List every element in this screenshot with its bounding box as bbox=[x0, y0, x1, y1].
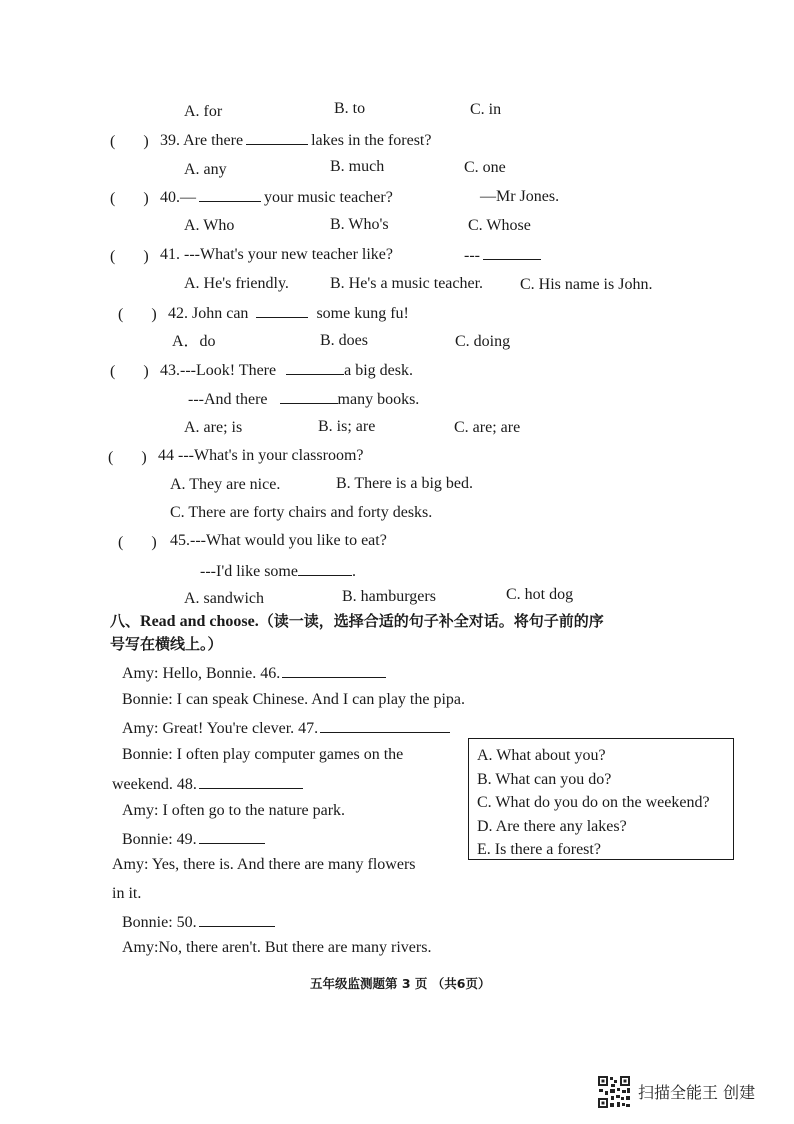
q42-option-c: C. doing bbox=[455, 333, 511, 350]
q45-line2-end: . bbox=[351, 563, 356, 580]
blank-42 bbox=[256, 303, 308, 318]
question-45-line2 bbox=[200, 561, 356, 582]
q38-option-c: C. in bbox=[470, 101, 502, 118]
q39-option-a: A. any bbox=[184, 161, 227, 178]
choice-c: C. What do you do on the weekend? bbox=[477, 794, 710, 811]
question-41: 41. ---What's your new teacher like? bbox=[160, 246, 393, 263]
choice-a: A. What about you? bbox=[477, 747, 606, 764]
q39-stem-end: lakes in the forest? bbox=[311, 132, 432, 149]
dialogue-line-50 bbox=[122, 912, 278, 933]
q38-option-b: B. to bbox=[334, 100, 366, 117]
q43-line2-start: ---And there bbox=[188, 391, 268, 408]
q40-answer-line: —Mr Jones. bbox=[480, 188, 560, 205]
section-8-title-en: Read and choose. bbox=[140, 613, 259, 630]
blank-46 bbox=[282, 663, 386, 678]
dialogue-line: in it. bbox=[112, 885, 142, 902]
section-8-title bbox=[110, 611, 604, 632]
section-8-instruction: （读一读，选择合适的句子补全对话。将句子前的序 bbox=[258, 612, 604, 630]
q40-option-b: B. Who's bbox=[330, 216, 389, 233]
question-42 bbox=[168, 303, 409, 324]
blank-41 bbox=[483, 245, 541, 260]
dialogue-text: weekend. 48. bbox=[112, 776, 197, 793]
blank-40 bbox=[199, 187, 261, 202]
dialogue-text: Bonnie: 50. bbox=[122, 914, 197, 931]
answer-bracket-43: ( ) bbox=[110, 363, 149, 380]
q45-option-b: B. hamburgers bbox=[342, 588, 436, 605]
q42-option-b: B. does bbox=[320, 332, 368, 349]
q40-option-c: C. Whose bbox=[468, 217, 531, 234]
dialogue-line-47 bbox=[122, 718, 453, 739]
q44-option-b: B. There is a big bed. bbox=[336, 475, 474, 492]
dialogue-text: Bonnie: 49. bbox=[122, 831, 197, 848]
question-40 bbox=[160, 187, 393, 208]
section-8-instruction-cont: 号写在横线上。） bbox=[110, 635, 223, 653]
q45-option-a: A. sandwich bbox=[184, 590, 264, 607]
blank-43a bbox=[286, 360, 344, 375]
dialogue-line: Amy: Yes, there is. And there are many flowers bbox=[112, 856, 416, 873]
q39-option-b: B. much bbox=[330, 158, 385, 175]
q40-stem: 40.— bbox=[160, 189, 196, 206]
q44-option-a: A. They are nice. bbox=[170, 476, 281, 493]
blank-39 bbox=[246, 130, 308, 145]
q41-answer-line bbox=[464, 245, 544, 266]
dialogue-text: Amy: Great! You're clever. 47. bbox=[122, 720, 319, 737]
scanner-watermark: 扫描全能王 创建 bbox=[638, 1083, 756, 1102]
blank-47 bbox=[320, 718, 450, 733]
section-8-number: 八、 bbox=[110, 612, 141, 630]
q39-option-c: C. one bbox=[464, 159, 506, 176]
dialogue-line: Bonnie: I often play computer games on the bbox=[122, 746, 404, 763]
q40-option-a: A. Who bbox=[184, 217, 235, 234]
question-44: 44 ---What's in your classroom? bbox=[158, 447, 364, 464]
dialogue-line-48 bbox=[112, 774, 306, 795]
answer-bracket-42: ( ) bbox=[118, 306, 157, 323]
blank-45 bbox=[298, 561, 352, 576]
q43-line2-end: many books. bbox=[337, 391, 420, 408]
blank-43b bbox=[280, 389, 338, 404]
dialogue-line-49 bbox=[122, 829, 268, 850]
dialogue-line: Amy: I often go to the nature park. bbox=[122, 802, 346, 819]
q43-option-b: B. is; are bbox=[318, 418, 376, 435]
q44-option-c: C. There are forty chairs and forty desks. bbox=[170, 504, 433, 521]
q38-option-a: A. for bbox=[184, 103, 223, 120]
q41-option-a: A. He's friendly. bbox=[184, 275, 289, 292]
question-43-line2 bbox=[188, 389, 419, 410]
q41-option-b: B. He's a music teacher. bbox=[330, 275, 484, 292]
blank-49 bbox=[199, 829, 265, 844]
answer-bracket-39: ( ) bbox=[110, 133, 149, 150]
q39-stem: 39. Are there bbox=[160, 132, 244, 149]
choice-box bbox=[468, 738, 734, 860]
answer-bracket-44: ( ) bbox=[108, 449, 147, 466]
q42-option-a: A．do bbox=[172, 333, 216, 350]
answer-bracket-45: ( ) bbox=[118, 534, 157, 551]
question-45: 45.---What would you like to eat? bbox=[170, 532, 387, 549]
blank-48 bbox=[199, 774, 303, 789]
dialogue-line-46 bbox=[122, 663, 389, 684]
question-43 bbox=[160, 360, 413, 381]
q42-stem: 42. John can bbox=[168, 305, 249, 322]
choice-b: B. What can you do? bbox=[477, 770, 612, 788]
page-footer: 五年级监测题第 3 页 （共6页） bbox=[310, 976, 491, 991]
q43-stem-end: a big desk. bbox=[344, 362, 413, 379]
q45-line2-start: ---I'd like some bbox=[200, 563, 298, 580]
blank-50 bbox=[199, 912, 275, 927]
dialogue-text: Amy: Hello, Bonnie. 46. bbox=[122, 665, 281, 682]
question-39 bbox=[160, 130, 431, 151]
dialogue-line: Amy:No, there aren't. But there are many rivers. bbox=[122, 939, 432, 956]
choice-e: E. Is there a forest? bbox=[477, 841, 601, 858]
q43-option-a: A. are; is bbox=[184, 419, 243, 436]
answer-bracket-40: ( ) bbox=[110, 190, 149, 207]
q41-dashes: --- bbox=[464, 247, 480, 264]
q41-option-c: C. His name is John. bbox=[520, 276, 653, 293]
q43-stem: 43.---Look! There bbox=[160, 362, 277, 379]
dialogue-line: Bonnie: I can speak Chinese. And I can play the pipa. bbox=[122, 691, 466, 708]
answer-bracket-41: ( ) bbox=[110, 248, 149, 265]
choice-d: D. Are there any lakes? bbox=[477, 817, 627, 835]
q40-stem-end: your music teacher? bbox=[264, 189, 393, 206]
q45-option-c: C. hot dog bbox=[506, 586, 574, 603]
qr-code-icon bbox=[597, 1075, 631, 1109]
q42-stem-end: some kung fu! bbox=[316, 305, 409, 322]
q43-option-c: C. are; are bbox=[454, 419, 521, 436]
